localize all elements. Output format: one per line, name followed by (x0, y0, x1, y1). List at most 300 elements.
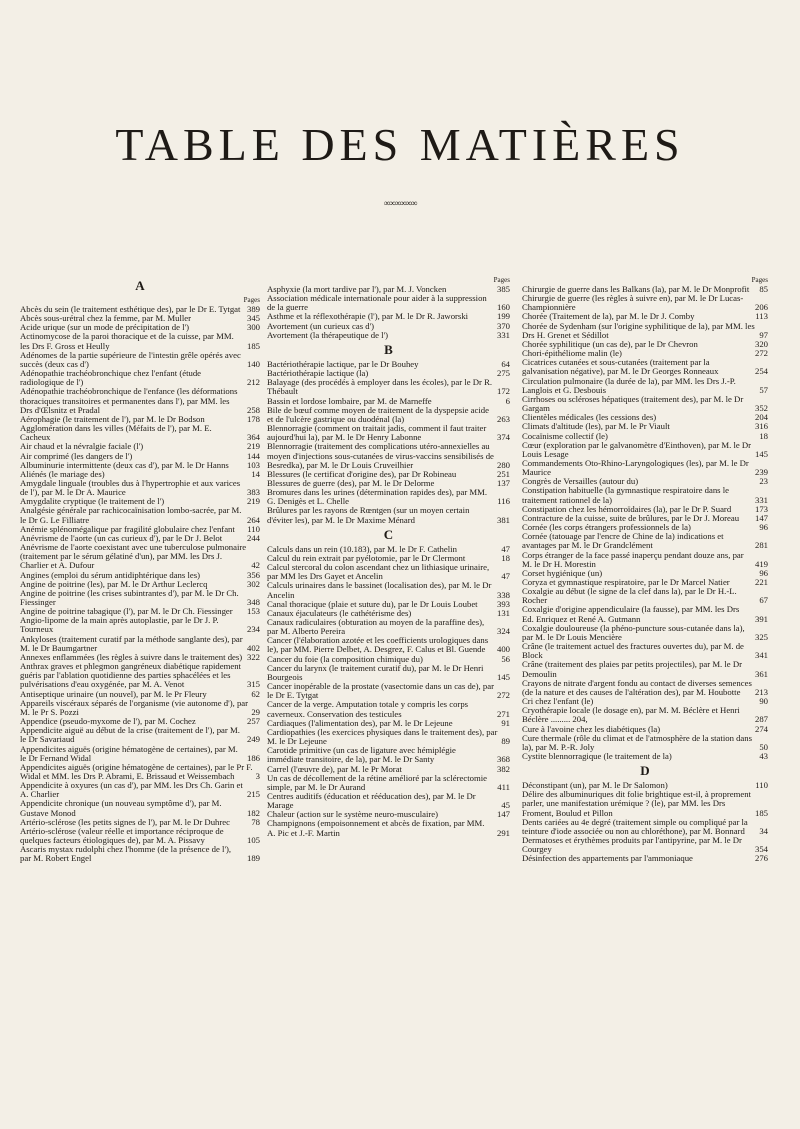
toc-entry (20, 571, 260, 580)
entry-page: 239 (754, 467, 768, 478)
entry-text: Carotide primitive (un cas de ligature avec hémiplégie immédiate transitoire, de la), par M. le Dr Santy (267, 746, 456, 765)
entry-text: Ascaris mystax rudolphi chez l'homme (de la présence de l'), par M. Robert Engel (20, 845, 232, 864)
toc-entry (522, 395, 768, 413)
section-letter: A (135, 278, 145, 293)
entry-page: 147 (754, 512, 768, 523)
entry-page: 96 (759, 567, 768, 578)
toc-entry (267, 746, 510, 764)
entry-text: Actinomycose de la paroi thoracique et de la cuisse, par MM. les Drs F. Gross et Heully (20, 332, 234, 351)
entry-page: 113 (755, 311, 768, 322)
toc-entry (20, 424, 260, 442)
entry-page: 356 (246, 569, 260, 580)
toc-entry (522, 285, 768, 294)
entry-page: 381 (496, 514, 510, 525)
entry-text: Adénopathie trachéobronchique de l'enfance (les déformations thoraciques transitoires et permanentes dans l'), par MM. les Drs d'Œlsnitz et Pradal (20, 387, 238, 415)
entry-text: Constipation chez les hémorroïdaires (la), par le Dr P. Suard (522, 504, 732, 514)
toc-entry (267, 397, 510, 406)
entry-text: Cornée (les corps étrangers professionnels de la) (522, 523, 691, 533)
entry-text: Blennorragie (traitement des complications utéro-annexielles au moyen d'injections sous-cutanées de virus-vaccins sensibilisés de Besredka), par M. le Dr Louis Cruveilhier (267, 442, 494, 470)
toc-entry (522, 624, 768, 642)
entry-page: 47 (501, 543, 510, 554)
pages-header: Pages (493, 276, 510, 284)
entry-page: 89 (501, 736, 510, 747)
entry-page: 402 (246, 642, 260, 653)
toc-entry (20, 818, 260, 827)
entry-page: 364 (246, 432, 260, 443)
entry-text: Anévrisme de l'aorte coexistant avec une tuberculose pulmonaire (traitement par le sérum gélatiné d'un), par MM. les Drs J. Charlier et A. Dufour (20, 543, 247, 571)
entry-text: Abcès du sein (le traitement esthétique des), par le Dr E. Tytgat (20, 305, 241, 314)
toc-entry (522, 752, 768, 761)
entry-text: Bactériothérapie lactique, par le Dr Bouhey (267, 359, 419, 369)
entry-text: Chaleur (action sur le système neuro-musculaire) (267, 810, 439, 820)
toc-entry (267, 294, 510, 312)
entry-text: Bassin et lordose lombaire, par M. de Marneffe (267, 396, 432, 406)
entry-page: 62 (251, 688, 260, 699)
toc-entry (267, 810, 510, 819)
entry-page: 331 (754, 494, 768, 505)
entry-text: Acide urique (sur un mode de précipitation de l') (20, 323, 189, 333)
toc-entry (20, 763, 260, 781)
entry-page: 18 (501, 552, 510, 563)
entry-text: Contracture de la cuisse, suite de brûlures, par le Dr J. Moreau (522, 513, 740, 523)
toc-entry (522, 706, 768, 724)
entry-page: 90 (759, 696, 768, 707)
toc-entry (20, 745, 260, 763)
toc-entry (20, 387, 260, 414)
toc-entry (522, 422, 768, 431)
entry-page: 173 (754, 503, 768, 514)
toc-entry (522, 413, 768, 422)
entry-page: 215 (246, 789, 260, 800)
entry-page: 276 (754, 853, 768, 864)
entry-text: Blessures de guerre (des), par M. le Dr Delorme (267, 478, 435, 488)
entry-page: 361 (754, 668, 768, 679)
entry-page: 96 (759, 522, 768, 533)
toc-entry (267, 700, 510, 718)
entry-page: 42 (251, 560, 260, 571)
entry-text: Cure à l'avoine chez les diabétiques (la) (522, 724, 661, 734)
entry-text: Coxalgie douloureuse (la phéno-puncture sous-cutanée dans la), par M. le Dr Louis Mencière (522, 623, 745, 642)
toc-entry (267, 765, 510, 774)
entry-text: Cancer du larynx (le traitement curatif du), par M. le Dr Henri Bourgeois (267, 663, 484, 682)
entry-text: Coryza et gymnastique respiratoire, par le Dr Marcel Natier (522, 578, 730, 587)
entry-text: Angines (emploi du sérum antidiphtérique dans les) (20, 570, 200, 580)
toc-entry (267, 312, 510, 321)
entry-page: 47 (501, 571, 510, 582)
toc-entry (267, 655, 510, 664)
entry-page: 116 (497, 496, 510, 507)
entry-page: 14 (251, 468, 260, 479)
toc-entry (20, 305, 260, 314)
entry-text: Asthme et la réflexothérapie (l'), par M. le Dr R. Jaworski (267, 312, 469, 322)
toc-entry (522, 377, 768, 395)
toc-entry (267, 331, 510, 340)
toc-entry (522, 697, 768, 706)
entry-page: 185 (246, 340, 260, 351)
entry-page: 145 (496, 671, 510, 682)
entry-text: Appendicite chronique (un nouveau symptôme d'), par M. Gustave Monod (20, 799, 222, 818)
toc-entry (267, 545, 510, 554)
entry-page: 34 (759, 825, 768, 836)
entry-text: Angine de poitrine (les crises subintrantes d'), par M. le Dr Ch. Fiessinger (20, 588, 239, 607)
entry-page: 56 (501, 653, 510, 664)
entry-page: 110 (247, 523, 260, 534)
entry-page: 338 (496, 589, 510, 600)
entry-page: 263 (496, 413, 510, 424)
entry-text: Cœur (exploration par le galvanomètre d'Einthoven), par M. le Dr Louis Lesage (522, 440, 752, 459)
entry-text: Appendicite à oxyures (un cas d'), par MM. les Drs Ch. Garin et A. Charlier (20, 781, 243, 800)
toc-entry (267, 600, 510, 609)
toc-entry (267, 774, 510, 792)
entry-text: Anthrax graves et phlegmon gangréneux diabétique rapidement guéris par l'ablation quotidienne des parties sphacélées et les pulvérisations d'eau oxygénée, par M. A. Venot (20, 662, 241, 690)
title-ornament: ∞∞∞∞∞∞ (383, 198, 417, 208)
entry-text: Crâne (traitement des plaies par petits projectiles), par M. le Dr Demoulin (522, 660, 743, 679)
toc-entry (267, 609, 510, 618)
entry-text: Climats d'altitude (les), par M. le Pr Viault (522, 422, 670, 432)
toc-entry (267, 285, 510, 294)
entry-page: 389 (246, 304, 260, 314)
entry-text: Asphyxie (la mort tardive par l'), par M. J. Voncken (267, 285, 447, 294)
toc-entry (522, 477, 768, 486)
entry-page: 3 (255, 770, 260, 781)
toc-entry (20, 452, 260, 461)
toc-entry (522, 441, 768, 459)
toc-entry (522, 432, 768, 441)
entry-page: 67 (759, 595, 768, 606)
entry-page: 144 (246, 450, 260, 461)
entry-text: Artério-sclérose (les petits signes de l'), par M. le Dr Duhrec (20, 817, 230, 827)
toc-entry (522, 294, 768, 312)
entry-page: 18 (759, 430, 768, 441)
entry-text: Canaux éjaculateurs (le cathétérisme des) (267, 608, 412, 618)
column-2 (267, 276, 510, 838)
entry-page: 182 (246, 807, 260, 818)
toc-entry (267, 322, 510, 331)
toc-entry (522, 854, 768, 863)
entry-text: Adénopathie trachéobronchique chez l'enfant (étude radiologique de l') (20, 369, 202, 388)
toc-entry (522, 605, 768, 623)
entry-page: 145 (754, 448, 768, 459)
entry-text: Cure thermale (rôle du climat et de l'atmosphère de la station dans la), par M. P.-R. Joly (522, 733, 753, 752)
entry-page: 172 (496, 386, 510, 397)
entry-page: 383 (246, 487, 260, 498)
pages-header: Pages (751, 276, 768, 284)
entry-page: 189 (246, 853, 260, 864)
entry-page: 213 (754, 686, 768, 697)
entry-page: 385 (496, 284, 510, 294)
toc-entry (20, 589, 260, 607)
entry-page: 254 (754, 366, 768, 377)
entry-text: Un cas de décollement de la rétine amélioré par la sclérectomie simple, par M. le Dr Aurand (267, 773, 487, 792)
toc-entry (522, 505, 768, 514)
toc-entry (522, 486, 768, 504)
toc-entry (20, 827, 260, 845)
toc-entry (267, 378, 510, 396)
toc-entry (267, 581, 510, 599)
toc-entry (267, 506, 510, 524)
entry-text: Cri chez l'enfant (le) (522, 697, 594, 707)
toc-entry (20, 635, 260, 653)
entry-page: 50 (759, 741, 768, 752)
toc-entry (522, 734, 768, 752)
entry-text: Appendice (pseudo-myxome de l'), par M. Cochez (20, 717, 196, 727)
toc-entry (522, 660, 768, 678)
entry-text: Abcès sous-urétral chez la femme, par M. Muller (20, 314, 192, 324)
entry-text: Aérophagie (le traitement de l'), par M. le Dr Bodson (20, 414, 205, 424)
entry-text: Crâne (le traitement actuel des fractures ouvertes du), par M. de Block (522, 642, 744, 661)
entry-text: Adénomes de la partie supérieure de l'intestin grêle opérés avec succès (deux cas d') (20, 350, 241, 369)
entry-page: 45 (501, 800, 510, 811)
entry-text: Bile de bœuf comme moyen de traitement de la dyspepsie acide et de l'ulcère gastrique ou duodénal (la) (267, 405, 489, 424)
entry-text: Circulation pulmonaire (la durée de la), par MM. les Drs J.-P. Langlois et G. Desbouis (522, 376, 736, 395)
toc-entry (267, 488, 510, 506)
entry-page: 302 (246, 578, 260, 589)
entry-page: 105 (246, 835, 260, 846)
entry-page: 300 (246, 322, 260, 333)
entry-page: 57 (759, 384, 768, 395)
entry-text: Chorée de Sydenham (sur l'origine syphilitique de la), par MM. les Drs H. Grenet et Sédillot (522, 321, 755, 340)
entry-text: Cicatrices cutanées et sous-cutanées (traitement par la galvanisation négative), par M. le Dr Georges Ronneaux (522, 358, 719, 377)
entry-page: 43 (759, 750, 768, 761)
entry-page: 178 (246, 413, 260, 424)
entry-page: 419 (754, 558, 768, 569)
entry-page: 137 (496, 477, 510, 488)
entry-page: 91 (501, 717, 510, 728)
entry-text: Délire des albuminuriques dit folie brightique est-il, à proprement parler, une manifestation urémique ? (le), par MM. les Drs Froment, Boulud et Pillon (522, 790, 751, 818)
entry-text: Anémie splénomégalique par fragilité globulaire chez l'enfant (20, 524, 235, 534)
entry-page: 147 (496, 809, 510, 820)
entry-text: Cryothérapie locale (le dosage en), par M. M. Béclère et Henri Béclère ......... 204, (522, 706, 740, 725)
entry-text: Association médicale internationale pour aider à la suppression de la guerre (267, 294, 487, 313)
entry-text: Albuminurie intermittente (deux cas d'), par M. le Dr Hanns (20, 460, 229, 470)
toc-entry (267, 554, 510, 563)
toc-entry (20, 799, 260, 817)
toc-entry (522, 836, 768, 854)
entry-page: 153 (246, 606, 260, 617)
entry-page: 345 (246, 313, 260, 324)
entry-text: Clientèles médicales (les cessions des) (522, 413, 657, 423)
entry-text: Cardiopathies (les exercices physiques dans le traitement des), par M. le Dr Lejeune (267, 727, 498, 747)
entry-page: 274 (754, 723, 768, 734)
toc-entry (522, 587, 768, 605)
entry-text: Blennorragie (comment on traitait jadis, comment il faut traiter aujourd'hui la), par M. le Dr Henry Labonne (267, 424, 487, 443)
entry-page: 29 (251, 706, 260, 717)
toc-entry (267, 479, 510, 488)
toc-entry (522, 312, 768, 321)
entry-text: Corset hygiénique (un) (522, 568, 603, 578)
entry-text: Avortement (un curieux cas d') (267, 321, 375, 331)
toc-entry (522, 349, 768, 358)
entry-text: Coxalgie au début (le signe de la clef dans la), par le Dr H.-L. Rocher (522, 587, 737, 606)
entry-text: Crayons de nitrate d'argent fondu au contact de diverses semences (de la nature et des causes de l'altération des), par M. Houbotte (522, 678, 752, 697)
entry-text: Chirurgie de guerre (les règles à suivre en), par M. le Dr Lucas-Championnière (522, 294, 744, 313)
toc-entry (20, 534, 260, 543)
entry-text: Commandements Oto-Rhino-Laryngologiques (les), par M. le Dr Maurice (522, 458, 749, 478)
entry-page: 249 (246, 734, 260, 745)
entry-page: 103 (246, 459, 260, 470)
entry-page: 212 (246, 377, 260, 388)
entry-page: 272 (754, 348, 768, 359)
toc-entry (522, 790, 768, 817)
entry-page: 97 (759, 329, 768, 340)
toc-entry (20, 497, 260, 506)
entry-page: 199 (496, 311, 510, 322)
entry-text: Agglomération dans les villes (Méfaits de l'), par M. E. Cacheux (20, 424, 212, 443)
entry-text: Bactériothérapie lactique (la) (267, 369, 369, 379)
toc-entry (20, 616, 260, 634)
toc-entry (267, 618, 510, 636)
entry-text: Dents cariées au 4e degré (traitement simple ou compliqué par la teinture d'iode associée ou non au chloréthone), par M. Bonnard (522, 817, 748, 836)
entry-text: Amygdale linguale (troubles dus à l'hypertrophie et aux varices de l'), par M. le Dr A. Maurice (20, 478, 241, 498)
toc-entry (20, 662, 260, 689)
entry-page: 324 (496, 626, 510, 637)
entry-page: 325 (754, 631, 768, 642)
toc-entry (20, 506, 260, 524)
entry-page: 110 (755, 780, 768, 791)
entry-page: 348 (246, 597, 260, 607)
entry-text: Chirurgie de guerre dans les Balkans (la), par M. le Dr Monprofit (522, 285, 750, 294)
toc-entry (267, 682, 510, 700)
entry-page: 352 (754, 403, 768, 414)
entry-page: 219 (246, 441, 260, 452)
entry-text: Anévrisme de l'aorte (un cas curieux d'), par le Dr J. Belot (20, 533, 223, 543)
toc-entry (267, 563, 510, 581)
entry-page: 78 (251, 816, 260, 827)
entry-text: Bromures dans les urines (détermination rapides des), par MM. G. Denigès et L. Chelle (267, 488, 488, 507)
toc-entry (20, 607, 260, 616)
toc-entry (522, 532, 768, 550)
entry-text: Balayage (des procédés à employer dans les écoles), par le Dr R. Thébault (267, 378, 493, 397)
entry-text: Calcul stercoral du colon ascendant chez un lithiasique urinaire, par MM les Drs Gayet et Ancelin (267, 563, 490, 582)
entry-page: 257 (246, 716, 260, 727)
entry-page: 382 (496, 763, 510, 774)
toc-entry (522, 322, 768, 340)
toc-entry (20, 690, 260, 699)
entry-text: Chori-épithéliome malin (le) (522, 349, 622, 359)
entry-page: 186 (246, 752, 260, 763)
entry-page: 322 (246, 651, 260, 662)
toc-entry (20, 415, 260, 424)
entry-page: 320 (754, 338, 768, 349)
entry-text: Appendicites aiguës (origine hématogène de certaines), par M. le Dr Fernand Widal (20, 744, 238, 763)
entry-text: Calcul du rein extrait par pyélotomie, par le Dr Clermont (267, 553, 466, 563)
toc-entry (20, 470, 260, 479)
entry-page: 391 (754, 613, 768, 624)
entry-text: Ankyloses (traitement curatif par la méthode sanglante des), par M. le Dr Baumgartner (20, 634, 243, 653)
toc-entry (522, 551, 768, 569)
entry-text: Déconstipant (un), par M. le Dr Salomon) (522, 781, 668, 791)
entry-page: 185 (754, 807, 768, 818)
toc-entry (20, 781, 260, 799)
entry-page: 272 (496, 690, 510, 701)
toc-entry (20, 442, 260, 451)
toc-entry (522, 459, 768, 477)
entry-text: Champignons (empoisonnement et abcès de fixation, par MM. A. Pic et J.-F. Martin (267, 819, 485, 838)
toc-entry (20, 351, 260, 369)
toc-entry (522, 642, 768, 660)
entry-text: Appareils viscéraux séparés de l'organisme (vie autonome d'), par M. le Pr S. Pozzi (20, 698, 249, 717)
entry-page: 271 (496, 708, 510, 719)
entry-text: Angine de poitrine (les), par M. le Dr Arthur Leclercq (20, 579, 208, 589)
entry-page: 400 (496, 644, 510, 655)
toc-entry (20, 699, 260, 717)
toc-entry (522, 818, 768, 836)
entry-text: Cancer de la verge. Amputation totale y compris les corps caverneux. Conservation des testicules (267, 700, 469, 719)
entry-text: Calculs urinaires dans le bassinet (localisation des), par M. le Dr Ancelin (267, 581, 492, 600)
entry-page: 291 (496, 827, 510, 838)
entry-page: 316 (754, 421, 768, 432)
entry-text: Brûlures par les rayons de Rœntgen (sur un moyen certain d'éviter les), par M. le Dr Maxime Ménard (267, 506, 470, 525)
toc-entry (522, 578, 768, 587)
toc-entry (267, 369, 510, 378)
entry-page: 374 (496, 432, 510, 443)
entry-text: Artério-sclérose (valeur réelle et importance réciproque de quelques facteurs étiologiques de), par M. A. Pissavy (20, 826, 224, 846)
toc-entry (267, 424, 510, 442)
entry-page: 206 (754, 302, 768, 313)
entry-text: Canaux radiculaires (obturation au moyen de la paraffine des), par M. Alberto Pereira (267, 618, 485, 637)
entry-page: 411 (497, 781, 510, 792)
entry-page: 370 (496, 320, 510, 331)
entry-text: Aliénés (le mariage des) (20, 469, 105, 479)
entry-text: Air comprimé (les dangers de l') (20, 451, 133, 461)
entry-text: Cystite blennorragique (le traitement de la) (522, 751, 672, 761)
entry-page: 6 (505, 395, 510, 406)
entry-page: 287 (754, 714, 768, 725)
toc-entry (267, 470, 510, 479)
toc-entry (267, 360, 510, 369)
entry-text: Appendicites aiguës (origine hématogène de certaines), par le Pr F. Widal et MM. les Drs P. Abrami, E. Brissaud et Weissembach (20, 762, 253, 781)
entry-text: Cocaïnisme collectif (le) (522, 431, 608, 441)
toc-entry (20, 369, 260, 387)
entry-text: Cornée (tatouage par l'encre de Chine de la) indications et avantages par M. le Dr Grandclément (522, 532, 724, 551)
entry-page: 204 (754, 412, 768, 423)
entry-page: 275 (496, 368, 510, 379)
column-1 (20, 276, 260, 864)
entry-text: Congrès de Versailles (autour du) (522, 477, 639, 487)
entry-page: 64 (501, 358, 510, 369)
section-letter: C (383, 526, 394, 542)
entry-text: Amygdalite cryptique (le traitement de l') (20, 497, 165, 507)
entry-page: 244 (246, 532, 260, 543)
entry-page: 85 (759, 284, 768, 294)
entry-page: 160 (496, 302, 510, 313)
entry-text: Chorée syphilitique (un cas de), par le Dr Chevron (522, 339, 698, 349)
toc-entry (20, 653, 260, 662)
entry-text: Annexes enflammées (les règles à suivre dans le traitement des) (20, 652, 243, 662)
entry-text: Carrel (l'œuvre de), par M. le Pr Morat (267, 764, 402, 774)
entry-page: 219 (246, 496, 260, 507)
entry-page: 331 (496, 329, 510, 340)
toc-entry (20, 314, 260, 323)
entry-text: Canal thoracique (plaie et suture du), par le Dr Louis Loubet (267, 599, 478, 609)
toc-entry (522, 514, 768, 523)
entry-page: 251 (496, 468, 510, 479)
toc-entry (20, 580, 260, 589)
toc-entry (20, 461, 260, 470)
entry-text: Cancer inopérable de la prostate (vasectomie dans un cas de), par le Dr E. Tytgat (267, 682, 494, 701)
toc-entry (20, 332, 260, 350)
entry-text: Antiseptique urinaire (un nouvel), par M. le Pr Fleury (20, 689, 207, 699)
entry-text: Coxalgie d'origine appendiculaire (la fausse), par MM. les Drs Ed. Enriquez et René A. Gutmann (522, 605, 740, 624)
entry-text: Avortement (la thérapeutique de l') (267, 330, 389, 340)
toc-entry (267, 719, 510, 728)
entry-page: 341 (754, 650, 768, 661)
entry-text: Air chaud et la névralgie faciale (l') (20, 442, 144, 452)
entry-page: 140 (246, 358, 260, 369)
toc-entry (20, 845, 260, 863)
entry-text: Constipation habituelle (la gymnastique respiratoire dans le traitement rationnel de la) (522, 486, 729, 505)
toc-entry (522, 679, 768, 697)
